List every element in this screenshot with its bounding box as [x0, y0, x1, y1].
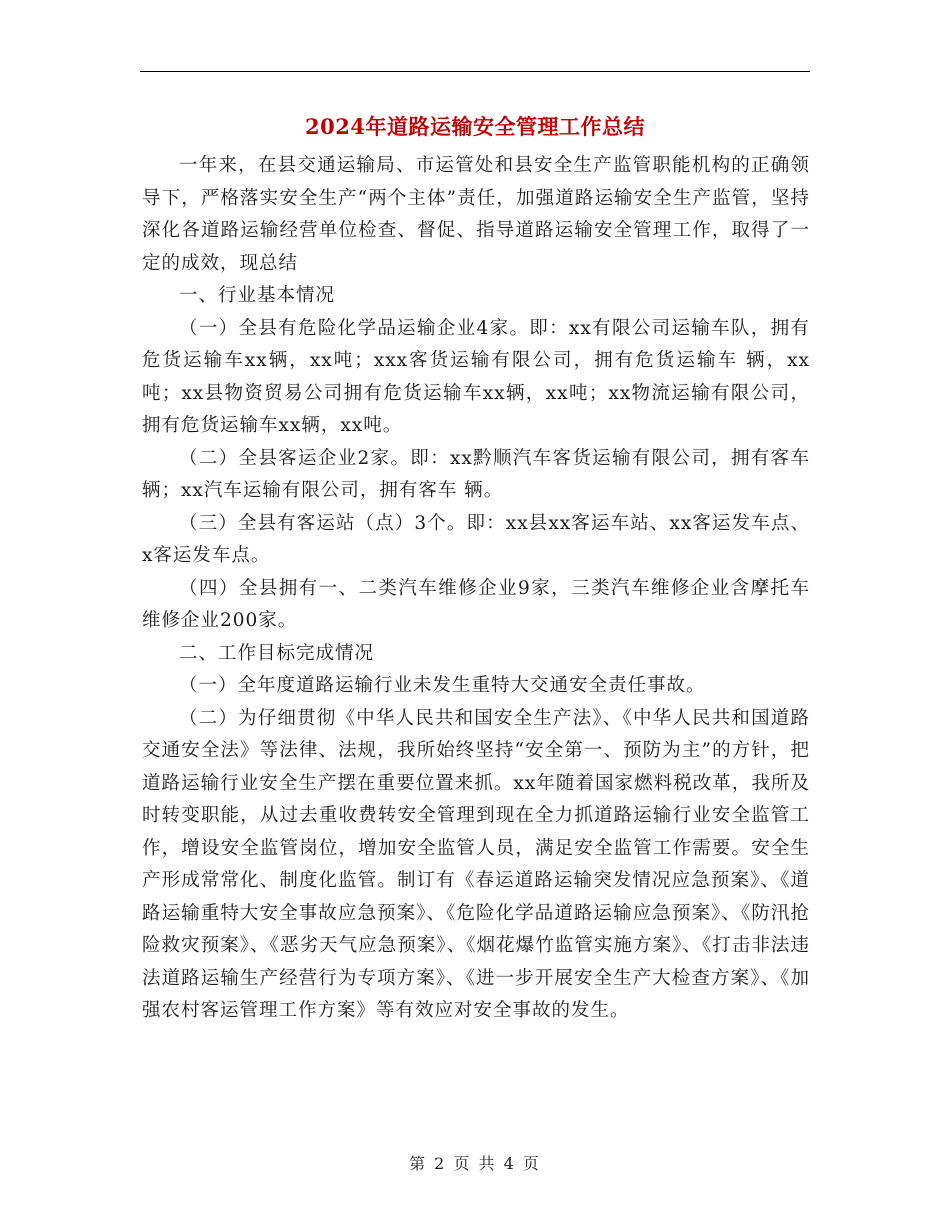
paragraph-1-3: （三）全县有客运站（点）3个。即：xx县xx客运车站、xx客运发车点、x客运发车点。	[142, 512, 810, 566]
paragraph-2-2: （二）为仔细贯彻《中华人民共和国安全生产法》、《中华人民共和国道路交通安全法》等法律、法规，我所始终坚持“安全第一、预防为主”的方针，把道路运输行业安全生产摆在重要位置来抓。xx年随着国家燃料税改革，我所及时转变职能，从过去重收费转安全管理到现在全力抓道路运输行业安全监管工作，增设安全监管岗位，增加安全监管人员，满足安全监管工作需要。安全生产形成常常化、制度化监管。制订有《春运道路运输突发情况应急预案》、《道路运输重特大安全事故应急预案》、《危险化学品道路运输应急预案》、《防汛抢险救灾预案》、《恶劣天气应急预案》、《烟花爆竹监管实施方案》、《打击非法违法道路运输生产经营行为专项方案》、《进一步开展安全生产大检查方案》、《加强农村客运管理工作方案》等有效应对安全事故的发生。	[142, 707, 810, 1021]
paragraph-1-4: （四）全县拥有一、二类汽车维修企业9家，三类汽车维修企业含摩托车维修企业200家。	[142, 577, 810, 631]
document-title: 2024年道路运输安全管理工作总结	[305, 114, 645, 139]
section-heading-1: 一、行业基本情况	[179, 285, 336, 306]
section-heading-2: 二、工作目标完成情况	[179, 642, 375, 664]
page-number: 第 2 页 共 4 页	[409, 1154, 541, 1173]
header-rule	[140, 71, 810, 72]
paragraph-1-1: （一）全县有危险化学品运输企业4家。即：xx有限公司运输车队，拥有危货运输车xx辆，xx吨；xxx客货运输有限公司，拥有危货运输车 辆，xx 吨；xx县物资贸易公司拥有危货运输车xx辆，xx吨；xx物流运输有限公司，拥有危货运输车xx辆，xx吨。	[142, 317, 810, 436]
paragraph-2-1: （一）全年度道路运输行业未发生重特大交通安全责任事故。	[179, 675, 706, 696]
document-body	[142, 150, 810, 1028]
paragraph-intro: 一年来，在县交通运输局、市运管处和县安全生产监管职能机构的正确领导下，严格落实安全生产“两个主体”责任，加强道路运输安全生产监管，坚持深化各道路运输经营单位检查、督促、指导道路运输安全管理工作，取得了一定的成效，现总结	[142, 155, 810, 274]
paragraph-1-2: （二）全县客运企业2家。即：xx黔顺汽车客货运输有限公司，拥有客车 辆；xx汽车运输有限公司，拥有客车 辆。	[142, 447, 810, 501]
